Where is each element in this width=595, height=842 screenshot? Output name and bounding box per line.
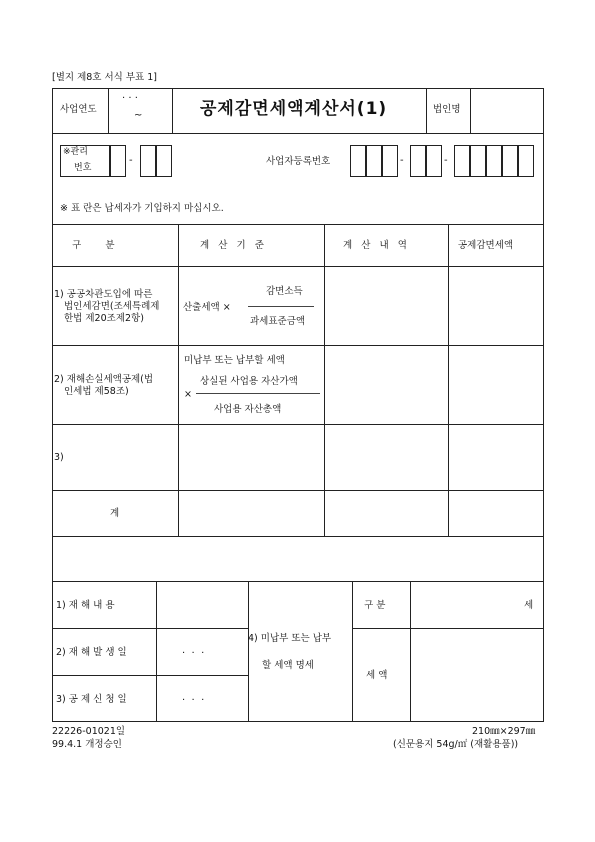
col-header-category: 구 분: [72, 240, 115, 251]
dash: -: [400, 155, 404, 166]
bizreg-digit-box[interactable]: [454, 145, 470, 177]
row1-label-line1: 1) 공공차관도입에 따른: [54, 289, 153, 300]
form-reference: [별지 제8호 서식 부표 1]: [52, 72, 157, 83]
corp-name-label: 법인명: [433, 104, 461, 115]
col-header-basis: 계 산 기 준: [200, 240, 264, 251]
dash: -: [129, 155, 133, 166]
row2-label-line1: 2) 재해손실세액공제(법: [54, 374, 154, 385]
divider: [52, 266, 544, 267]
divider: [448, 224, 449, 536]
disaster-date-field[interactable]: . . .: [182, 645, 205, 656]
row1-formula-left: 산출세액 ×: [183, 302, 231, 313]
row2-formula-top: 미납부 또는 납부할 세액: [184, 355, 285, 366]
divider: [52, 224, 544, 225]
corp-name-field[interactable]: [472, 90, 542, 131]
divider: [178, 224, 179, 536]
dash: -: [444, 155, 448, 166]
amount-label: 세 액: [366, 670, 388, 681]
divider: [470, 88, 471, 133]
approval-date: 99.4.1 개정승인: [52, 739, 122, 750]
row1-label-line3: 한법 제20조제2항): [64, 313, 144, 324]
bizreg-digit-box[interactable]: [470, 145, 486, 177]
notice-text: ※ 표 란은 납세자가 기입하지 마십시오.: [60, 203, 224, 214]
row1-detail-field[interactable]: [326, 268, 446, 343]
row2-times: ×: [184, 389, 192, 400]
mgmt-label-line1: ※관리: [63, 147, 88, 157]
year-tilde: ~: [134, 110, 143, 121]
total-amount-field[interactable]: [450, 492, 542, 534]
unpaid-label-line1: 4) 미납부 또는 납부: [248, 633, 332, 644]
unpaid-label-line2: 할 세액 명세: [262, 660, 314, 671]
row3-basis-field[interactable]: [180, 426, 322, 488]
page-title: 공제감면세액계산서(1): [200, 99, 388, 119]
divider: [52, 628, 248, 629]
total-label: 계: [110, 508, 120, 519]
bizreg-digit-box[interactable]: [366, 145, 382, 177]
year-label: 사업연도: [60, 104, 97, 115]
mgmt-number-box[interactable]: [156, 145, 172, 177]
bizreg-digit-box[interactable]: [426, 145, 442, 177]
divider: [52, 133, 544, 134]
bizreg-digit-box[interactable]: [518, 145, 534, 177]
claim-date-label: 3) 공 제 신 청 일: [56, 694, 127, 705]
bizreg-digit-box[interactable]: [410, 145, 426, 177]
bizreg-digit-box[interactable]: [382, 145, 398, 177]
divider: [172, 88, 173, 133]
divider: [52, 424, 544, 425]
unpaid-amount-field[interactable]: [412, 630, 542, 720]
disaster-content-field[interactable]: [158, 583, 246, 626]
total-detail-field[interactable]: [326, 492, 446, 534]
bizreg-digit-box[interactable]: [486, 145, 502, 177]
mgmt-number-box[interactable]: [110, 145, 126, 177]
divider: [52, 536, 544, 537]
form-code: 22226-01021일: [52, 726, 126, 737]
row1-amount-field[interactable]: [450, 268, 542, 343]
row3-detail-field[interactable]: [326, 426, 446, 488]
year-dots[interactable]: · · ·: [122, 93, 138, 104]
row2-denominator: 사업용 자산총액: [214, 404, 282, 415]
row2-detail-field[interactable]: [326, 347, 446, 422]
bizreg-label: 사업자등록번호: [266, 156, 331, 167]
claim-date-field[interactable]: . . .: [182, 692, 205, 703]
divider: [52, 490, 544, 491]
row3-amount-field[interactable]: [450, 426, 542, 488]
row1-label-line2: 법인세감면(조세특례제: [64, 301, 160, 312]
mgmt-number-box[interactable]: [140, 145, 156, 177]
divider: [352, 581, 353, 722]
divider: [248, 581, 249, 722]
col-header-detail: 계 산 내 역: [343, 240, 407, 251]
row2-label-line2: 인세법 제58조): [64, 386, 129, 397]
divider: [52, 675, 248, 676]
divider: [108, 88, 109, 133]
fraction-bar: [248, 306, 314, 307]
row1-denominator: 과세표준금액: [250, 316, 306, 327]
divider: [156, 581, 157, 722]
row2-amount-field[interactable]: [450, 347, 542, 422]
divider: [352, 628, 544, 629]
row3-label: 3): [54, 452, 64, 463]
disaster-date-label: 2) 재 해 발 생 일: [56, 647, 127, 658]
paper-size: 210㎜×297㎜: [472, 726, 536, 737]
bizreg-digit-box[interactable]: [350, 145, 366, 177]
row1-numerator: 감면소득: [266, 286, 303, 297]
divider: [410, 581, 411, 722]
paper-type: (신문용지 54g/㎡ (재활용품)): [393, 739, 519, 750]
divider: [324, 224, 325, 536]
bizreg-digit-box[interactable]: [502, 145, 518, 177]
kind-value: 세: [524, 600, 534, 611]
fraction-bar: [196, 393, 320, 394]
divider: [426, 88, 427, 133]
divider: [52, 581, 544, 582]
kind-label: 구 분: [364, 600, 386, 611]
row2-numerator: 상실된 사업용 자산가액: [200, 376, 298, 387]
disaster-content-label: 1) 재 해 내 용: [56, 600, 115, 611]
divider: [52, 345, 544, 346]
col-header-amount: 공제감면세액: [458, 240, 514, 251]
mgmt-label-line2: 번호: [74, 163, 92, 173]
